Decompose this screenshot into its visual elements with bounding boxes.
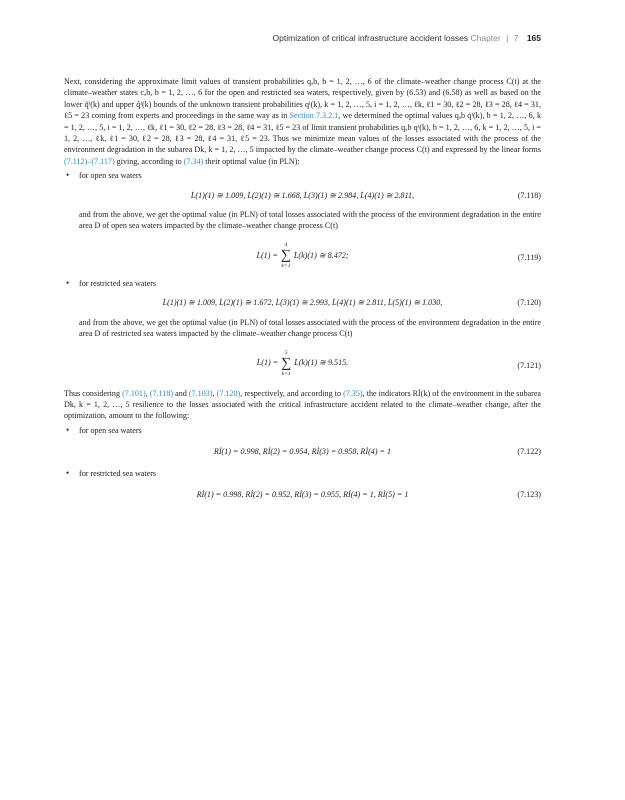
sum-lower-limit: k=1 bbox=[281, 262, 291, 269]
running-header bbox=[273, 33, 541, 43]
paragraph-resilience-indicators bbox=[64, 388, 541, 422]
sigma-icon: ∑ bbox=[280, 247, 291, 263]
sum-expression bbox=[256, 241, 348, 270]
page-number: 165 bbox=[526, 33, 541, 43]
equation-number: (7.119) bbox=[517, 252, 541, 262]
equation-7-122 bbox=[64, 446, 541, 457]
bullet-restricted-sea-1: • for restricted sea waters bbox=[64, 278, 541, 289]
bullet-open-sea-1: • for open sea waters bbox=[64, 170, 541, 181]
running-title: Optimization of critical infrastructure accident losses bbox=[272, 33, 469, 43]
equation-link[interactable]: (7.120) bbox=[216, 388, 241, 398]
paragraph-text: , the indicators Rİ(k) of the environment in the subarea Dk, k = 1, 2, …, 5 resilience to the losses associated with the critical infrastructure accident related to the climate–weather change, after the optimization, amount to the following: bbox=[64, 388, 542, 421]
equation-link[interactable]: (7.118) bbox=[149, 388, 174, 398]
equation-7-119 bbox=[64, 241, 541, 270]
paragraph-text: their optimal value (in PLN): bbox=[203, 156, 300, 166]
paragraph-text: , bbox=[212, 388, 217, 398]
equation-number: (7.121) bbox=[517, 360, 541, 370]
chapter-number: 7 bbox=[513, 33, 519, 43]
chapter-label: Chapter bbox=[470, 33, 501, 43]
header-separator: | bbox=[506, 33, 509, 43]
equation-rhs: L̇(k)(1) ≅ 9.515. bbox=[294, 358, 349, 368]
equation-number: (7.122) bbox=[517, 447, 541, 457]
sum-upper-limit: 4 bbox=[284, 241, 288, 248]
equation-link[interactable]: (7.101) bbox=[122, 388, 146, 398]
paragraph-text: and bbox=[173, 388, 189, 398]
section-link[interactable]: Section 7.3.2.1 bbox=[289, 111, 339, 121]
paragraph-text: , we determined the optimal values qₐb q̇ⁱ(k), b = 1, 2, …, 6, k = 1, 2, …, 5, i = 1, 2, …, ℓk, ℓ1 = 30, ℓ2 = 28, ℓ3 = 28, ℓ4 = 31, ℓ5 = 23 of limit transient probabilities qₐb qⁱ(k), b = 1, 2, …, 6, k = 1, 2, …, 5, i = 1, 2, …, ℓk, ℓ1 = 30, ℓ2 = 28, ℓ3 = 28, ℓ4 = 31, ℓ5 = 23. Thus we minimize mean values of the losses associated with the process of the environment degradation in the subarea Dk, k = 1, 2, …, 5 impacted by the climate–weather change process C(t) and expressed by the linear forms bbox=[64, 111, 541, 155]
paragraph-text: giving, according to bbox=[114, 156, 184, 166]
equation-link[interactable]: (7.112)–(7.117) bbox=[64, 156, 115, 166]
equation-number: (7.118) bbox=[517, 190, 541, 200]
paragraph-intro bbox=[64, 76, 541, 167]
equation-7-123 bbox=[64, 489, 541, 500]
paragraph-text: , respectively, and according to bbox=[240, 388, 344, 398]
equation-expression: L̇(1)(1) ≅ 1.009, L̇(2)(1) ≅ 1.672, L̇(3)(1) ≅ 2.993, L̇(4)(1) ≅ 2.811, L̇(5)(1) ≅ 1.030, bbox=[162, 298, 443, 308]
paragraph-text: Thus considering bbox=[64, 388, 123, 398]
paragraph-open-sea-total: and from the above, we get the optimal value (in PLN) of total losses associated with the process of the environment degradation in the entire area D of open sea waters impacted by the climate–weather change process C(t) bbox=[79, 210, 541, 231]
equation-lhs: L̇(1) = bbox=[256, 250, 278, 260]
equation-link[interactable]: (7.103) bbox=[188, 388, 213, 398]
equation-lhs: L̇(1) = bbox=[256, 358, 279, 368]
equation-expression: L̇(1)(1) ≅ 1.009, L̇(2)(1) ≅ 1.668, L̇(3)(1) ≅ 2.984, L̇(4)(1) ≅ 2.811, bbox=[190, 190, 415, 200]
sigma-icon: ∑ bbox=[281, 355, 292, 371]
bullet-restricted-sea-2: • for restricted sea waters bbox=[64, 468, 541, 479]
paragraph-text: , bbox=[145, 388, 150, 398]
paragraph-restricted-sea-total: and from the above, we get the optimal value (in PLN) of total losses associated with the process of the environment degradation in the entire area D of restricted sea waters impacted by the climate–weather change process C(t) bbox=[79, 317, 541, 339]
sum-upper-limit: 5 bbox=[284, 349, 288, 356]
equation-7-120 bbox=[64, 297, 541, 308]
sum-lower-limit: k=1 bbox=[281, 370, 291, 377]
summation-sign bbox=[281, 241, 291, 270]
paragraph-text: Next, considering the approximate limit values of transient probabilities qₐb, b = 1, 2, …, 6 of the climate–weather change process C(t) at the climate–weather states cₐb, b = 1, 2, …, 6 for the open and restricted sea waters, respectively, given by (6.53) and (6.58) as well as based on the lower q̃ⁱ(k) and upper q̂ⁱ(k) bounds of the unknown transient probabilities qⁱ(k), k = 1, 2, …, 5, i = 1, 2, …, ℓk, ℓ1 = 30, ℓ2 = 28, ℓ3 = 28, ℓ4 = 31, ℓ5 = 23 coming from experts and proceedings in the same way as in bbox=[64, 77, 541, 121]
page-body bbox=[64, 76, 541, 500]
equation-number: (7.123) bbox=[517, 489, 541, 499]
equation-7-121 bbox=[64, 349, 541, 378]
sum-expression bbox=[257, 349, 348, 378]
equation-expression: Rİ(1) = 0.998, Rİ(2) = 0.954, Rİ(3) = 0.958, Rİ(4) = 1 bbox=[213, 447, 392, 457]
bullet-open-sea-2: • for open sea waters bbox=[64, 425, 541, 436]
equation-expression: Rİ(1) = 0.998, Rİ(2) = 0.952, Rİ(3) = 0.955, Rİ(4) = 1, Rİ(5) = 1 bbox=[196, 489, 409, 499]
equation-link[interactable]: (7.34) bbox=[183, 156, 204, 166]
equation-link[interactable]: (7.35) bbox=[343, 388, 363, 398]
equation-number: (7.120) bbox=[517, 298, 541, 308]
equation-7-118 bbox=[64, 190, 541, 201]
summation-sign bbox=[281, 349, 291, 378]
equation-rhs: L̇(k)(1) ≅ 8.472; bbox=[293, 250, 349, 260]
